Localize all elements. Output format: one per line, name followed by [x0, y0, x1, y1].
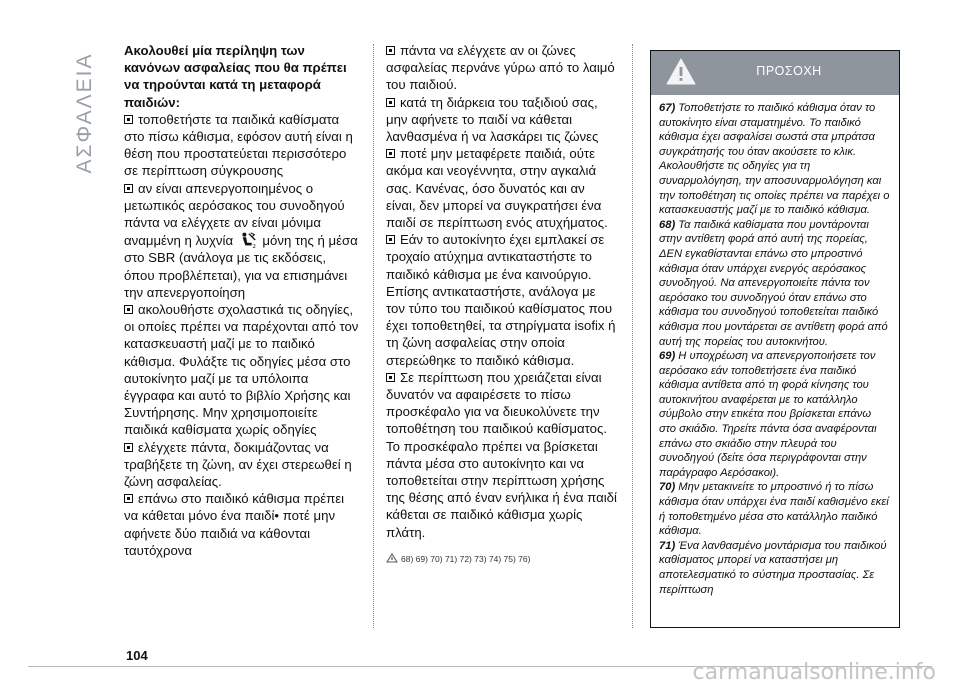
bullet-item: αν είναι απενεργοποιημένος ο μετωπικός αερόσακος του συνοδηγού πάντα να ελέγχετε αν είναι μόνιμα αναμμένη η λυχνία 2 μόνη της ή μέσα στο SBR (ανάλογα με τις εκδόσεις, όπου προβλέπεται), για να επισημάνει την απενεργοποίηση — [124, 180, 358, 300]
warning-header — [651, 51, 899, 95]
checkbox-bullet-icon — [386, 235, 395, 244]
bullet-item: ελέγχετε πάντα, δοκιμάζοντας να τραβήξετε τη ζώνη, αν έχει στερεωθεί η ζώνη ασφαλείας. — [124, 439, 352, 490]
checkbox-bullet-icon — [386, 98, 395, 107]
warning-title: ΠΡΟΣΟΧΗ — [756, 64, 822, 78]
column-divider — [632, 44, 633, 628]
rules-heading: Ακολουθεί μία περίληψη των κανόνων ασφαλείας που θα πρέπει να τηρούνται κατά τη μεταφορά παιδιών: — [124, 43, 347, 110]
warning-body — [651, 95, 899, 597]
checkbox-bullet-icon — [124, 305, 133, 314]
svg-text:2: 2 — [252, 244, 256, 250]
bullet-item: ποτέ μην μεταφέρετε παιδιά, ούτε ακόμα και νεογέννητα, στην αγκαλιά σας. Κανένας, όσο δυνατός και αν είναι, δεν μπορεί να συγκρατήσει ένα παιδί σε περίπτωση ενός ατυχήματος. — [386, 146, 608, 231]
page-number: 104 — [126, 648, 148, 663]
warning-item: 69) Η υποχρέωση να απενεργοποιήσετε τον αερόσακο εάν τοποθετήσετε ένα παιδικό κάθισμα αντίθετα από τη φορά κίνησης του αυτοκινήτου αναφέρεται με το κατάλληλο σύμβολο στην ετικέτα που βρίσκεται επάνω στο σκιάδιο. Τηρείτε πάντα όσα αναφέρονται επάνω στο σκιάδιο στην πλευρά του συνοδηγού (δείτε όσα περιγράφονται στην παράγραφο Αερόσακοι). — [659, 350, 877, 479]
warning-item: 68) Τα παιδικά καθίσματα που μοντάρονται στην αντίθετη φορά από αυτή της πορείας, ΔΕΝ εγκαθίστανται επάνω στο μπροστινό κάθισμα όταν υπάρχει ενεργός αερόσακος συνοδηγού. Να απενεργοποιείτε πάντα τον αερόσακο του συνοδηγού όταν επάνω στο κάθισμα του συνοδηγού τοποθετείται παιδικό κάθισμα που μοντάρεται σε αντίθετη φορά από αυτή της πορείας του αυτοκινήτου. — [659, 218, 888, 348]
warning-item: 67) Τοποθετήστε το παιδικό κάθισμα όταν το αυτοκίνητο είναι σταματημένο. Το παιδικό κάθισμα έχει ασφαλίσει σωστά στα μπράτσα συγκράτησής του όταν ακούσετε το κλικ. Ακολουθήστε τις οδηγίες για τη συναρμολόγηση, την αποσυναρμολόγηση και την τοποθέτηση τις οποίες πρέπει να παρέχει ο κατασκευαστής μαζί με το παιδικό κάθισμα. — [659, 102, 890, 217]
footer-watermark: carmanualsonline.info — [692, 660, 936, 685]
reference-note-icon — [386, 553, 398, 563]
checkbox-bullet-icon — [124, 443, 133, 452]
bullet-item: επάνω στο παιδικό κάθισμα πρέπει να κάθεται μόνο ένα παιδί• ποτέ μην αφήνετε δύο παιδιά να κάθονται ταυτόχρονα — [124, 491, 345, 558]
bullet-item: ακολουθήστε σχολαστικά τις οδηγίες, οι οποίες πρέπει να παρέχονται από τον κατασκευαστή μαζί με το παιδικό κάθισμα. Φυλάξτε τις οδηγίες μέσα στο αυτοκίνητο μαζί με τα υπόλοιπα έγγραφα και αυτό το βιβλίο Χρήσης και Συντήρησης. Μην χρησιμοποιείτε παιδικά καθίσματα χωρίς οδηγίες — [124, 302, 359, 438]
reference-notes: 68) 69) 70) 71) 72) 73) 74) 75) 76) — [386, 551, 618, 568]
bullet-item: κατά τη διάρκεια του ταξιδιού σας, μην αφήνετε το παιδί να κάθεται λανθασμένα ή να λασκάρει τις ζώνες — [386, 94, 599, 145]
checkbox-bullet-icon — [386, 149, 395, 158]
warning-item: 70) Μην μετακινείτε το μπροστινό ή το πίσω κάθισμα όταν υπάρχει ένα παιδί καθισμένο εκεί ή τοποθετημένο μέσα στο κατάλληλο παιδικό κάθισμα. — [659, 481, 889, 538]
section-side-title-text: ΑΣΦΑΛΕΙΑ — [73, 52, 96, 174]
checkbox-bullet-icon — [386, 46, 395, 55]
bullet-item: πάντα να ελέγχετε αν οι ζώνες ασφαλείας περνάνε γύρω από το λαιμό του παιδιού. — [386, 43, 615, 93]
middle-column — [386, 42, 618, 568]
checkbox-bullet-icon — [124, 115, 133, 124]
bullet-item: Εάν το αυτοκίνητο έχει εμπλακεί σε τροχαίο ατύχημα αντικαταστήστε το παιδικό κάθισμα με ένα καινούργιο. Επίσης αντικαταστήστε, ανάλογα με τον τύπο του παιδικού καθίσματος που έχει τοποθετηθεί, τα στηρίγματα isofix ή τη ζώνη ασφαλείας στην οποία στερεώθηκε το παιδικό κάθισμα. — [386, 232, 616, 368]
left-column — [124, 42, 360, 559]
bullet-item: Σε περίπτωση που χρειάζεται είναι δυνατόν να αφαιρέσετε το πίσω προσκέφαλο για να διευκολύνετε την τοποθέτηση του παιδικού καθίσματος. Το προσκέφαλο πρέπει να βρίσκεται πάντα μέσα στο αυτοκίνητο και να τοποθετείται στην περίπτωση χρήσης της θέσης από έναν ενήλικα ή ένα παιδί κάθεται σε παιδικό κάθισμα χωρίς πλάτη. — [386, 369, 617, 540]
warning-item: 71) Ένα λανθασμένο μοντάρισμα του παιδικού καθίσματος μπορεί να καταστήσει μη αποτελεσματικό το σύστημα προστασίας. Σε περίπτωση — [659, 539, 887, 596]
bullet-item: τοποθετήστε τα παιδικά καθίσματα στο πίσω κάθισμα, εφόσον αυτή είναι η θέση που προστατεύεται περισσότερο σε περίπτωση σύγκρουσης — [124, 111, 353, 179]
checkbox-bullet-icon — [124, 494, 133, 503]
checkbox-bullet-icon — [124, 184, 133, 193]
seat-airbag-off-icon — [239, 231, 257, 249]
checkbox-bullet-icon — [386, 373, 395, 382]
section-side-title — [72, 18, 98, 208]
warning-box — [650, 50, 900, 628]
column-divider — [373, 44, 374, 628]
